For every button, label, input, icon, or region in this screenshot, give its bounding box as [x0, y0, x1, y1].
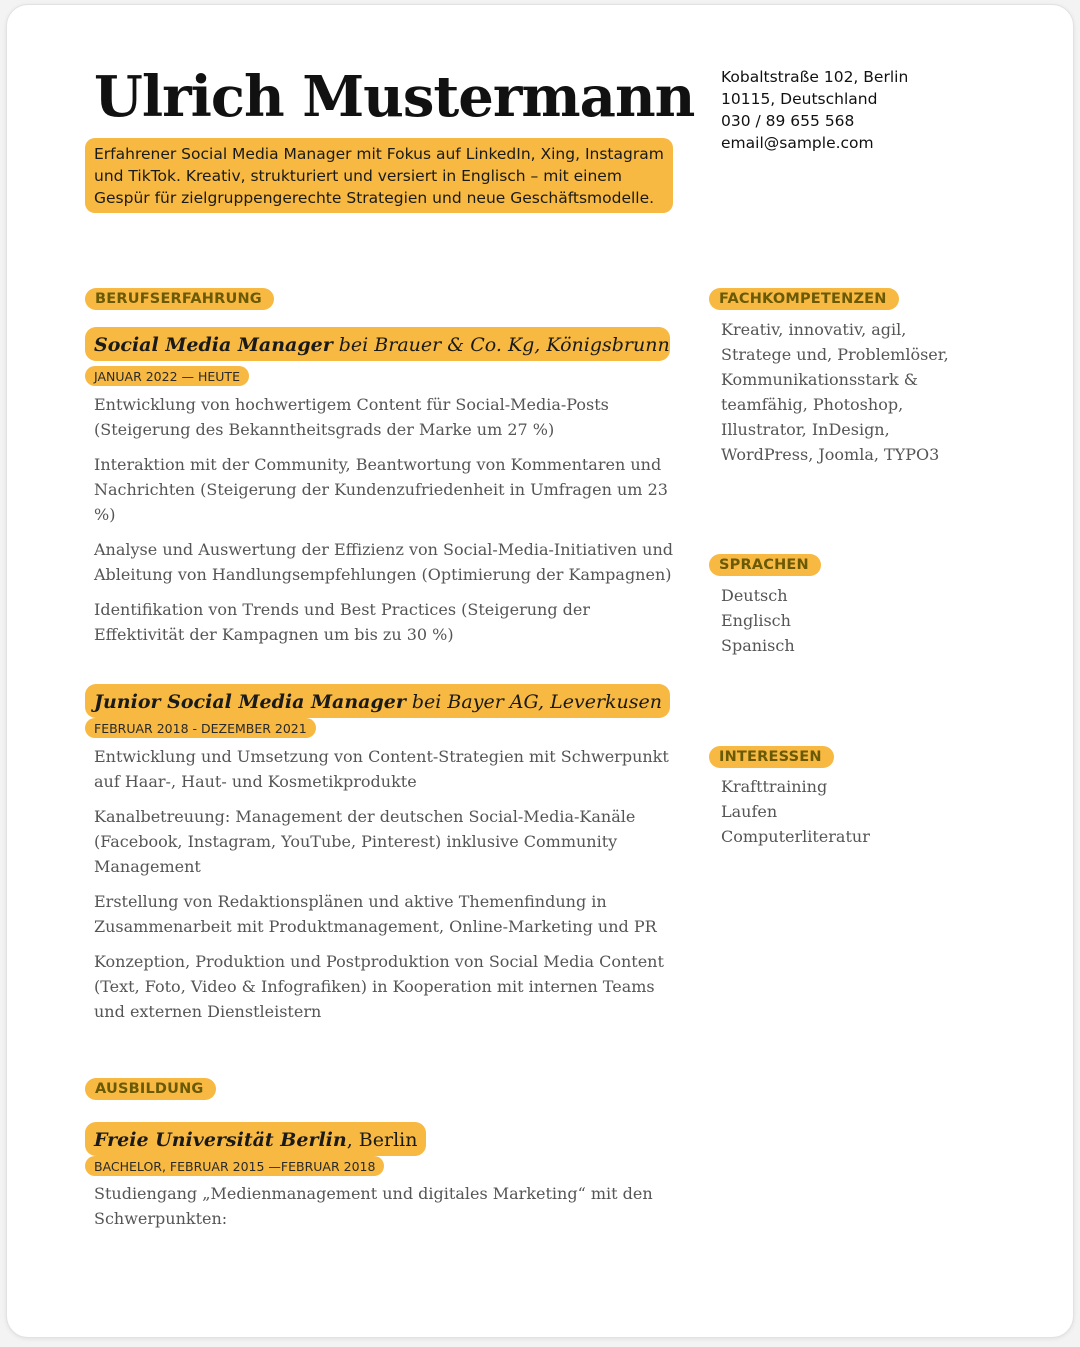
- list-item: Konzeption, Produktion und Postproduktion von Social Media Content (Text, Foto, Video & Infografiken) in Kooperation mit internen Teams und externen Dienstleistern: [94, 952, 664, 1021]
- list-item: Kommunikationsstark &: [721, 370, 919, 389]
- list-item: Spanisch: [721, 636, 795, 655]
- section-label-education: AUSBILDUNG: [85, 1078, 216, 1100]
- contact-block: [721, 66, 908, 154]
- list-item: Stratege und, Problemlöser,: [721, 345, 949, 364]
- list-item: Laufen: [721, 802, 778, 821]
- job-role: Social Media Manager: [94, 334, 333, 356]
- job-company: bei Brauer & Co. Kg, Königsbrunn: [332, 334, 670, 356]
- contact-email: email@sample.com: [721, 134, 874, 152]
- job-bullets-2: [94, 744, 674, 1034]
- interests-list: [721, 774, 961, 849]
- list-item: Erstellung von Redaktionsplänen und aktive Themenfindung in Zusammenarbeit mit Produktmanagement, Online-Marketing und PR: [94, 892, 657, 936]
- list-item: Entwicklung von hochwertigem Content für Social-Media-Posts (Steigerung des Bekanntheitsgrads der Marke um 27 %): [94, 395, 609, 439]
- education-dates: BACHELOR, FEBRUAR 2015 —FEBRUAR 2018: [85, 1156, 384, 1176]
- education-location: , Berlin: [346, 1129, 418, 1151]
- candidate-name: Ulrich Mustermann: [94, 64, 695, 130]
- list-item: Krafttraining: [721, 777, 828, 796]
- education-description: [94, 1181, 674, 1241]
- job-title-1: [85, 327, 670, 361]
- list-item: WordPress, Joomla, TYPO3: [721, 445, 940, 464]
- job-company: bei Bayer AG, Leverkusen: [405, 691, 663, 713]
- contact-street: Kobaltstraße 102, Berlin: [721, 68, 909, 86]
- job-role: Junior Social Media Manager: [94, 691, 406, 713]
- list-item: Identifikation von Trends und Best Practices (Steigerung der Effektivität der Kampagnen um bis zu 30 %): [94, 600, 591, 644]
- job-bullets-1: [94, 392, 674, 657]
- section-label-experience: BERUFSERFAHRUNG: [85, 288, 274, 310]
- resume-page: [6, 4, 1074, 1338]
- contact-phone: 030 / 89 655 568: [721, 112, 855, 130]
- section-label-skills: FACHKOMPETENZEN: [709, 288, 899, 310]
- list-item: Kreativ, innovativ, agil,: [721, 320, 907, 339]
- education-school: Freie Universität Berlin: [94, 1129, 347, 1151]
- section-label-interests: INTERESSEN: [709, 746, 834, 768]
- job-dates-1: JANUAR 2022 — HEUTE: [85, 366, 249, 386]
- list-item: Interaktion mit der Community, Beantwortung von Kommentaren und Nachrichten (Steigerung der Kundenzufriedenheit in Umfragen um 23 %): [94, 455, 668, 524]
- list-item: teamfähig, Photoshop,: [721, 395, 904, 414]
- job-dates-2: FEBRUAR 2018 - DEZEMBER 2021: [85, 718, 316, 738]
- languages-list: [721, 583, 961, 658]
- job-title-2: [85, 684, 670, 718]
- list-item: Entwicklung und Umsetzung von Content-Strategien mit Schwerpunkt auf Haar-, Haut- und Kosmetikprodukte: [94, 747, 669, 791]
- profile-summary: Erfahrener Social Media Manager mit Fokus auf LinkedIn, Xing, Instagram und TikTok. Kreativ, strukturiert und versiert in Englisch – mit einem Gespür für zielgruppengerechte Strategien und neue Geschäftsmodelle.: [85, 138, 673, 213]
- skills-list: [721, 317, 961, 467]
- education-text: Studiengang „Medienmanagement und digitales Marketing“ mit den Schwerpunkten:: [94, 1184, 653, 1228]
- list-item: Computerliteratur: [721, 827, 870, 846]
- list-item: Illustrator, InDesign,: [721, 420, 890, 439]
- list-item: Deutsch: [721, 586, 788, 605]
- list-item: Analyse und Auswertung der Effizienz von Social-Media-Initiativen und Ableitung von Handlungsempfehlungen (Optimierung der Kampagnen): [94, 540, 674, 584]
- contact-city: 10115, Deutschland: [721, 90, 878, 108]
- education-title: [85, 1122, 426, 1156]
- list-item: Englisch: [721, 611, 791, 630]
- section-label-languages: SPRACHEN: [709, 554, 821, 576]
- list-item: Kanalbetreuung: Management der deutschen Social-Media-Kanäle (Facebook, Instagram, YouTube, Pinterest) inklusive Community Management: [94, 807, 636, 876]
